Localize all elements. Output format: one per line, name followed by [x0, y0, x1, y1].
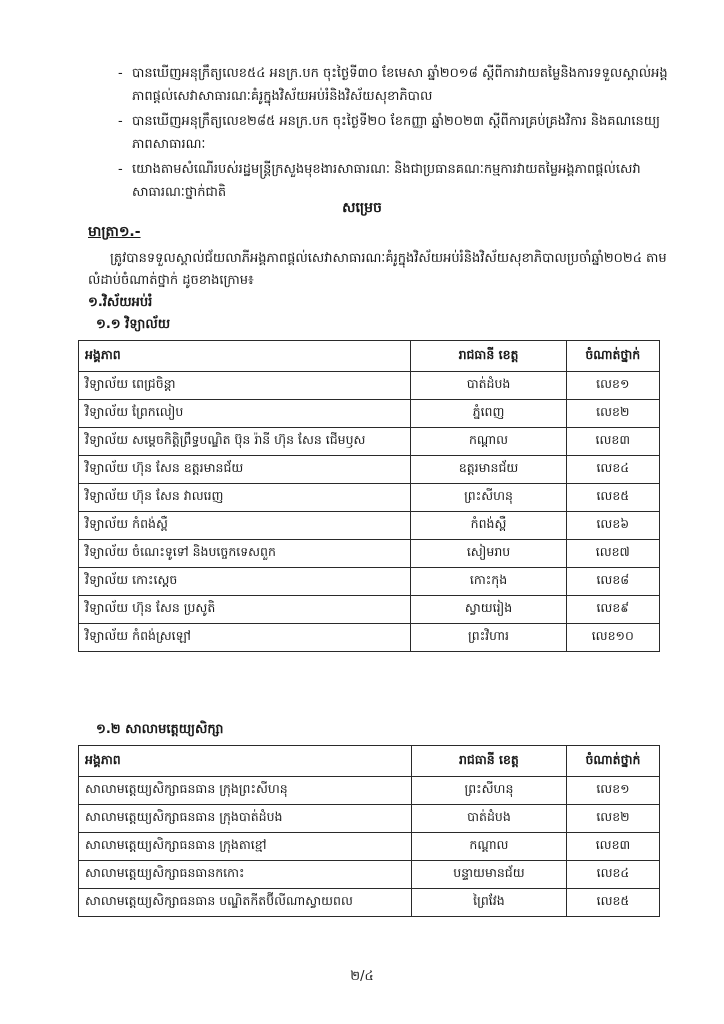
column-header: ចំណាត់ថ្នាក់	[566, 341, 659, 372]
province-cell: ភ្នំពេញ	[411, 400, 566, 428]
province-cell: បាត់ដំបង	[411, 805, 566, 833]
unit-cell: វិទ្យាល័យ ហ៊ុន សែន ប្រសូតិ	[79, 596, 411, 624]
unit-cell: វិទ្យាល័យ កំពង់ស្រឡៅ	[79, 624, 411, 652]
province-cell: កោះកុង	[411, 568, 566, 596]
unit-cell: សាលាមត្តេយ្យសិក្សាធនធាន ក្រុងបាត់ដំបង	[79, 805, 412, 833]
province-cell: ព្រះសីហនុ	[411, 484, 566, 512]
unit-cell: វិទ្យាល័យ ព្រែកលៀប	[79, 400, 411, 428]
unit-cell: វិទ្យាល័យ ចំណេះទូទៅ និងបច្ចេកទេសពួក	[79, 540, 411, 568]
rank-cell: លេខ៥	[566, 484, 659, 512]
rank-cell: លេខ៩	[566, 596, 659, 624]
subsection-heading: ១.១ វិទ្យាល័យ	[96, 317, 171, 332]
table-row	[79, 777, 660, 805]
table-row	[79, 568, 660, 596]
unit-cell: វិទ្យាល័យ សម្តេចកិត្តិព្រឹទ្ធបណ្ឌិត ប៊ុន រ៉ានី ហ៊ុន សែន ជើមឫស	[79, 428, 411, 456]
subsection-heading: ១.២ សាលាមត្តេយ្យសិក្សា	[96, 722, 224, 737]
rank-cell: លេខ៣	[566, 833, 659, 861]
table-row	[79, 428, 660, 456]
unit-cell: សាលាមត្តេយ្យសិក្សាធនធាន បណ្ឌិតកីតប៊ីលីណាស្វាយពល	[79, 889, 412, 917]
rank-cell: លេខ៧	[566, 540, 659, 568]
province-cell: ស្វាយរៀង	[411, 596, 566, 624]
table-row	[79, 400, 660, 428]
table-row	[79, 833, 660, 861]
section-heading: ១.វិស័យអប់រំ	[88, 295, 153, 310]
rank-cell: លេខ៦	[566, 512, 659, 540]
unit-cell: វិទ្យាល័យ កំពង់ស្ពឺ	[79, 512, 411, 540]
rank-cell: លេខ៥	[566, 889, 659, 917]
province-cell: សៀមរាប	[411, 540, 566, 568]
unit-cell: សាលាមត្តេយ្យសិក្សាធនធាន ក្រុងព្រះសីហនុ	[79, 777, 412, 805]
table-row	[79, 512, 660, 540]
province-cell: កណ្តាល	[411, 833, 566, 861]
rank-cell: លេខ៤	[566, 456, 659, 484]
unit-cell: សាលាមត្តេយ្យសិក្សាធនធាន ក្រុងតាខ្មៅ	[79, 833, 412, 861]
table-row	[79, 456, 660, 484]
page-number: ២/៤	[350, 969, 374, 984]
decision-heading: សម្រេច	[342, 200, 382, 216]
unit-cell: វិទ្យាល័យ ហ៊ុន សែន វាលរេញ	[79, 484, 411, 512]
column-header: រាជធានី ខេត្ត	[411, 746, 566, 777]
preamble-text: យោងតាមសំណើរបស់រដ្ឋមន្ត្រីក្រសួងមុខងារសាធារណៈ និងជាប្រធានគណៈកម្មការវាយតម្លៃអង្គភាពផ្តល់សេវាសាធារណៈថ្នាក់ជាតិ	[132, 162, 641, 200]
article-label: មាត្រា១.-	[88, 224, 141, 240]
table-row	[79, 484, 660, 512]
high-school-table	[78, 340, 660, 652]
column-header: អង្គភាព	[79, 746, 412, 777]
rank-cell: លេខ៨	[566, 568, 659, 596]
rank-cell: លេខ២	[566, 400, 659, 428]
preamble-list	[118, 62, 678, 206]
preamble-item: - យោងតាមសំណើរបស់រដ្ឋមន្ត្រីក្រសួងមុខងារសាធារណៈ និងជាប្រធានគណៈកម្មការវាយតម្លៃអង្គភាពផ្តល់សេវាសាធារណៈថ្នាក់ជាតិ	[118, 158, 678, 204]
kindergarten-table	[78, 745, 660, 917]
unit-cell: វិទ្យាល័យ ពេជ្រចិន្តា	[79, 372, 411, 400]
province-cell: ព្រះវិហារ	[411, 624, 566, 652]
preamble-text: បានឃើញអនុក្រឹត្យលេខ២៨៥ អនក្រ.បក ចុះថ្ងៃទី២០ ខែកញ្ញា ឆ្នាំ២០២៣ ស្តីពីការគ្រប់គ្រងវិការ និងគណនេយ្យភាពសាធារណៈ	[132, 114, 660, 152]
rank-cell: លេខ១	[566, 777, 659, 805]
table-row	[79, 805, 660, 833]
province-cell: បន្ទាយមានជ័យ	[411, 861, 566, 889]
province-cell: ឧត្តរមានជ័យ	[411, 456, 566, 484]
column-header: រាជធានី ខេត្ត	[411, 341, 566, 372]
province-cell: បាត់ដំបង	[411, 372, 566, 400]
province-cell: កំពង់ស្ពឺ	[411, 512, 566, 540]
rank-cell: លេខ៣	[566, 428, 659, 456]
rank-cell: លេខ១	[566, 372, 659, 400]
rank-cell: លេខ១០	[566, 624, 659, 652]
preamble-item: - បានឃើញអនុក្រឹត្យលេខ២៨៥ អនក្រ.បក ចុះថ្ងៃទី២០ ខែកញ្ញា ឆ្នាំ២០២៣ ស្តីពីការគ្រប់គ្រងវិការ និងគណនេយ្យភាពសាធារណៈ	[118, 110, 678, 156]
table-row	[79, 596, 660, 624]
rank-cell: លេខ៤	[566, 861, 659, 889]
table-row	[79, 372, 660, 400]
province-cell: កណ្តាល	[411, 428, 566, 456]
table-header-row	[79, 341, 660, 372]
province-cell: ព្រៃវែង	[411, 889, 566, 917]
rank-cell: លេខ២	[566, 805, 659, 833]
column-header: ចំណាត់ថ្នាក់	[566, 746, 659, 777]
table-row	[79, 540, 660, 568]
unit-cell: វិទ្យាល័យ ហ៊ុន សែន ឧត្តរមានជ័យ	[79, 456, 411, 484]
unit-cell: សាលាមត្តេយ្យសិក្សាធនធានកកោះ	[79, 861, 412, 889]
preamble-item: - បានឃើញអនុក្រឹត្យលេខ៥៤ អនក្រ.បក ចុះថ្ងៃទី៣០ ខែមេសា ឆ្នាំ២០១៨ ស្តីពីការវាយតម្លៃនិងការទទួលស្គាល់អង្គភាពផ្តល់សេវាសាធារណៈគំរូក្នុងវិស័យអប់រំនិងវិស័យសុខាភិបាល	[118, 62, 678, 108]
column-header: អង្គភាព	[79, 341, 411, 372]
table-row	[79, 624, 660, 652]
table-row	[79, 861, 660, 889]
article-paragraph: ត្រូវបានទទួលស្គាល់ជ័យលាភីអង្គភាពផ្តល់សេវាសាធារណៈគំរូក្នុងវិស័យអប់រំនិងវិស័យសុខាភិបាលប្រចាំឆ្នាំ២០២៤ តាមលំដាប់ចំណាត់ថ្នាក់ ដូចខាងក្រោម៖	[88, 251, 667, 288]
table-header-row	[79, 746, 660, 777]
province-cell: ព្រះសីហនុ	[411, 777, 566, 805]
table-row	[79, 889, 660, 917]
unit-cell: វិទ្យាល័យ កោះស្ដេច	[79, 568, 411, 596]
preamble-text: បានឃើញអនុក្រឹត្យលេខ៥៤ អនក្រ.បក ចុះថ្ងៃទី៣០ ខែមេសា ឆ្នាំ២០១៨ ស្តីពីការវាយតម្លៃនិងការទទួលស្គាល់អង្គភាពផ្តល់សេវាសាធារណៈគំរូក្នុងវិស័យអប់រំនិងវិស័យសុខាភិបាល	[132, 66, 668, 104]
